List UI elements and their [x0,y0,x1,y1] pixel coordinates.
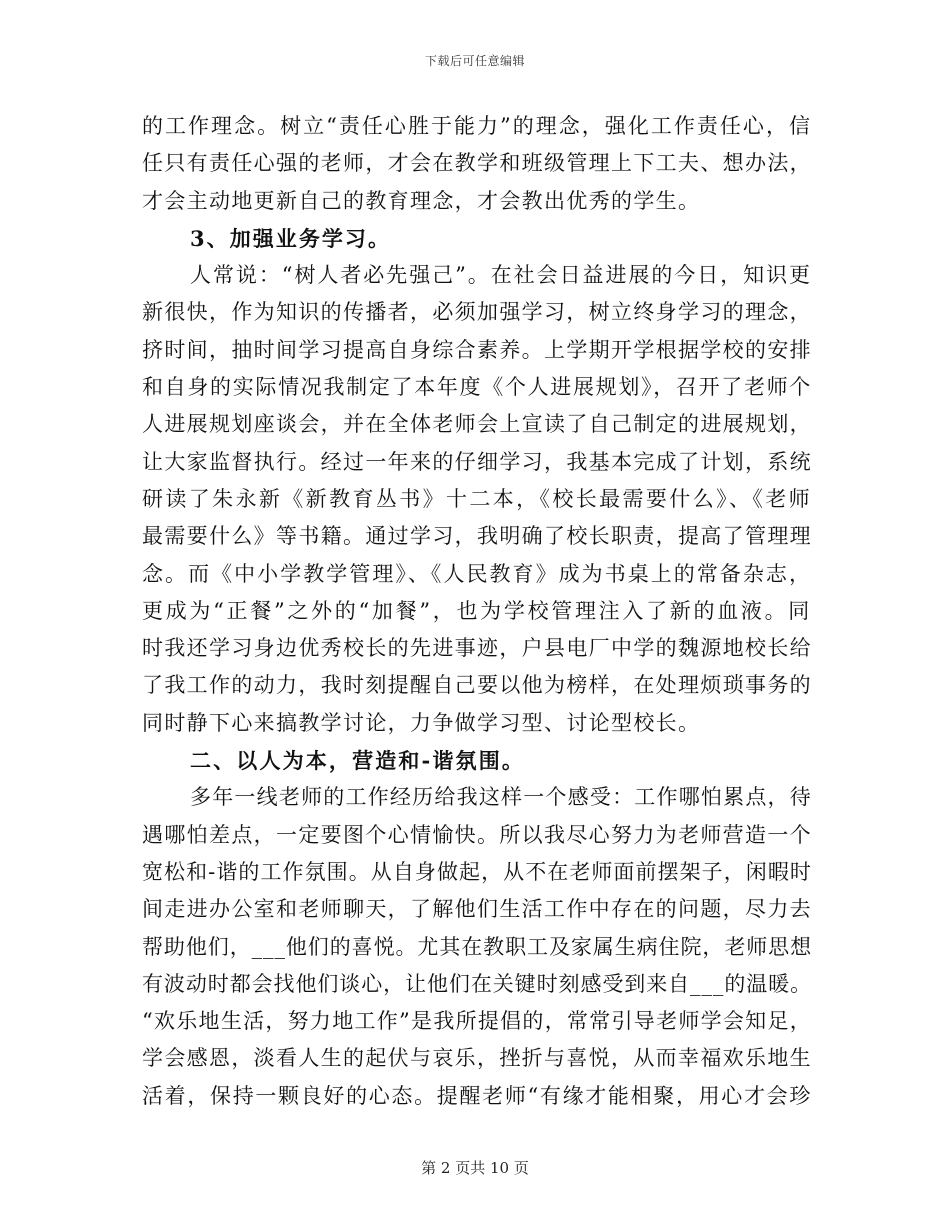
paragraph-line: 时我还学习身边优秀校长的先进事迹，户县电厂中学的魏源地校长给 [142,636,812,661]
section-heading: 3、加强业务学习。 [190,225,391,251]
paragraph-line: 研读了朱永新《新教育丛书》十二本，《校长最需要什么》、《老师 [142,486,812,511]
paragraph-line: 有波动时都会找他们谈心，让他们在关键时刻感受到来自___的温暖。 [142,971,813,996]
paragraph-line: 让大家监督执行。经过一年来的仔细学习，我基本完成了计划，系统 [142,449,812,474]
paragraph-line: 多年一线老师的工作经历给我这样一个感受：工作哪怕累点，待 [190,785,812,810]
paragraph-line: 人进展规划座谈会，并在全体老师会上宣读了自己制定的进展规划， [142,412,812,437]
paragraph-line: 更成为“正餐”之外的“加餐”，也为学校管理注入了新的血液。同 [142,598,813,623]
page-header: 下载后可任意编辑 [424,54,525,68]
document-body [142,108,812,1115]
paragraph-line: 活着，保持一颗良好的心态。提醒老师“有缘才能相聚，用心才会珍 [142,1083,813,1108]
paragraph-line: 宽松和-谐的工作氛围。从自身做起，从不在老师面前摆架子，闲暇时 [142,859,812,884]
paragraph-line: 最需要什么》等书籍。通过学习，我明确了校长职责，提高了管理理 [142,524,812,549]
paragraph-line: 任只有责任心强的老师，才会在教学和班级管理上下工夫、想办法， [142,151,812,176]
paragraph-line: 人常说：“树人者必先强己”。在社会日益进展的今日，知识更 [190,263,812,288]
paragraph-line: 挤时间，抽时间学习提高自身综合素养。上学期开学根据学校的安排 [142,337,812,362]
paragraph-line: 新很快，作为知识的传播者，必须加强学习，树立终身学习的理念， [142,300,812,325]
paragraph-line: 间走进办公室和老师聊天，了解他们生活工作中存在的问题，尽力去 [142,897,812,922]
paragraph-line: 和自身的实际情况我制定了本年度《个人进展规划》，召开了老师个 [142,375,812,400]
paragraph-line: 念。而《中小学教学管理》、《人民教育》成为书桌上的常备杂志， [142,561,812,586]
paragraph-line: 了我工作的动力，我时刻提醒自己要以他为榜样，在处理烦琐事务的 [142,673,812,698]
paragraph-line: “欢乐地生活，努力地工作”是我所提倡的，常常引导老师学会知足， [142,1009,812,1034]
paragraph-line: 同时静下心来搞教学讨论，力争做学习型、讨论型校长。 [142,710,701,735]
section-heading: 二、以人为本，营造和-谐氛围。 [190,748,525,774]
paragraph-line: 帮助他们，___他们的喜悦。尤其在教职工及家属生病住院，老师思想 [142,934,813,959]
page-number: 第 2 页共 10 页 [421,1159,529,1177]
paragraph-line: 遇哪怕差点，一定要图个心情愉快。所以我尽心努力为老师营造一个 [142,822,812,847]
paragraph-line: 才会主动地更新自己的教育理念，才会教出优秀的学生。 [142,188,701,213]
paragraph-line: 学会感恩，淡看人生的起伏与哀乐，挫折与喜悦，从而幸福欢乐地生 [142,1046,812,1071]
paragraph-line: 的工作理念。树立“责任心胜于能力”的理念，强化工作责任心，信 [142,114,812,138]
